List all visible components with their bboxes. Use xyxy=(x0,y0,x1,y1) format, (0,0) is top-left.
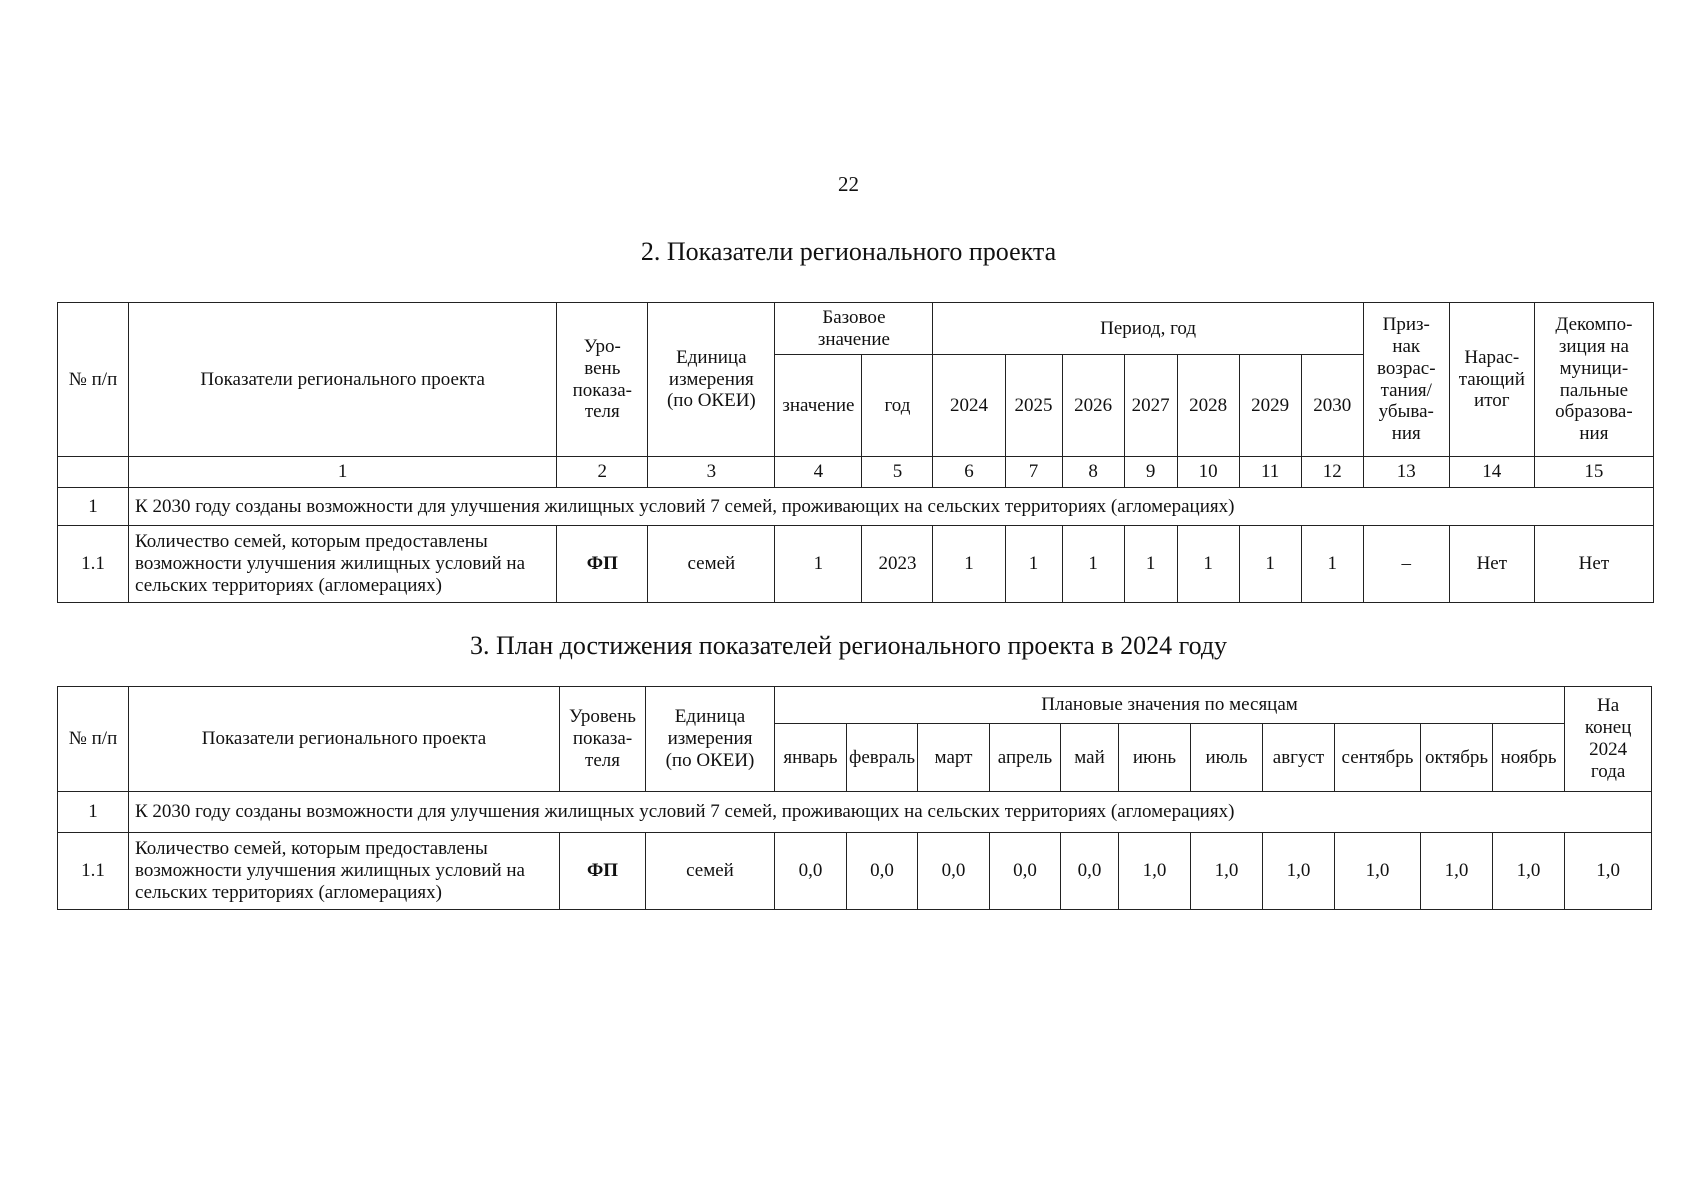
indicator-year-value: 1 xyxy=(1005,526,1062,603)
month-value: 1,0 xyxy=(1191,833,1263,910)
goal-row xyxy=(58,792,1652,833)
indicator-year-value: 1 xyxy=(933,526,1005,603)
indicator-base-year: 2023 xyxy=(862,526,933,603)
header-monthly: Плановые значения по месяцам xyxy=(775,687,1565,724)
month-value: 0,0 xyxy=(775,833,847,910)
col-number: 7 xyxy=(1005,457,1062,488)
month-value: 0,0 xyxy=(1061,833,1119,910)
col-number: 10 xyxy=(1177,457,1239,488)
header-month: январь xyxy=(775,724,847,792)
goal-num: 1 xyxy=(58,488,129,526)
header-year: 2029 xyxy=(1239,355,1301,457)
indicator-unit: семей xyxy=(648,526,775,603)
indicator-num: 1.1 xyxy=(58,526,129,603)
indicator-cumulative: Нет xyxy=(1449,526,1534,603)
header-month: август xyxy=(1263,724,1335,792)
col-number: 11 xyxy=(1239,457,1301,488)
indicator-level: ФП xyxy=(560,833,646,910)
month-value: 1,0 xyxy=(1493,833,1565,910)
page-number: 22 xyxy=(838,172,859,196)
header-decomp: Декомпо- зиция на муници- пальные образова- ния xyxy=(1534,303,1653,457)
month-value: 1,0 xyxy=(1421,833,1493,910)
header-sign: Приз- нак возрас- тания/ убыва- ния xyxy=(1363,303,1449,457)
header-indicator: Показатели регионального проекта xyxy=(129,687,560,792)
month-value: 1,0 xyxy=(1263,833,1335,910)
header-month: март xyxy=(918,724,990,792)
col-number: 9 xyxy=(1124,457,1177,488)
header-month: апрель xyxy=(990,724,1061,792)
col-number: 3 xyxy=(648,457,775,488)
month-value: 0,0 xyxy=(918,833,990,910)
header-month: ноябрь xyxy=(1493,724,1565,792)
indicator-decomp: Нет xyxy=(1534,526,1653,603)
col-number: 8 xyxy=(1062,457,1124,488)
col-number: 1 xyxy=(129,457,557,488)
header-base: Базовое значение xyxy=(775,303,933,355)
indicator-unit: семей xyxy=(646,833,775,910)
header-month: июль xyxy=(1191,724,1263,792)
header-cumulative: Нарас- тающий итог xyxy=(1449,303,1534,457)
month-value: 0,0 xyxy=(990,833,1061,910)
goal-text: К 2030 году созданы возможности для улучшения жилищных условий 7 семей, проживающих на сельских территориях (агломерациях) xyxy=(129,792,1652,833)
col-number: 12 xyxy=(1301,457,1363,488)
indicator-row xyxy=(58,833,1652,910)
col-number xyxy=(58,457,129,488)
col-number: 2 xyxy=(557,457,648,488)
indicator-year-value: 1 xyxy=(1301,526,1363,603)
header-end: На конец 2024 года xyxy=(1565,687,1652,792)
header-base-value: значение xyxy=(775,355,862,457)
header-level: Уровень показа- теля xyxy=(560,687,646,792)
header-period: Период, год xyxy=(933,303,1363,355)
month-value: 1,0 xyxy=(1119,833,1191,910)
header-year: 2026 xyxy=(1062,355,1124,457)
col-number: 13 xyxy=(1363,457,1449,488)
goal-num: 1 xyxy=(58,792,129,833)
plan-table xyxy=(57,686,1652,910)
month-value: 1,0 xyxy=(1335,833,1421,910)
header-level: Уро- вень показа- теля xyxy=(557,303,648,457)
indicator-row xyxy=(58,526,1654,603)
col-number: 4 xyxy=(775,457,862,488)
indicator-text: Количество семей, которым предоставлены возможности улучшения жилищных условий на сельских территориях (агломерациях) xyxy=(129,526,557,603)
header-month: сентябрь xyxy=(1335,724,1421,792)
header-unit: Единица измерения (по ОКЕИ) xyxy=(648,303,775,457)
column-numbers-row xyxy=(58,457,1654,488)
indicator-year-value: 1 xyxy=(1239,526,1301,603)
indicators-table xyxy=(57,302,1654,603)
indicator-year-value: 1 xyxy=(1177,526,1239,603)
col-number: 15 xyxy=(1534,457,1653,488)
header-year: 2030 xyxy=(1301,355,1363,457)
header-num: № п/п xyxy=(58,303,129,457)
col-number: 5 xyxy=(862,457,933,488)
header-year: 2024 xyxy=(933,355,1005,457)
indicator-level: ФП xyxy=(557,526,648,603)
section-3-title: 3. План достижения показателей регионального проекта в 2024 году xyxy=(469,631,1228,660)
header-num: № п/п xyxy=(58,687,129,792)
end-of-year-value: 1,0 xyxy=(1565,833,1652,910)
header-year: 2025 xyxy=(1005,355,1062,457)
goal-row xyxy=(58,488,1654,526)
indicator-base-value: 1 xyxy=(775,526,862,603)
indicator-year-value: 1 xyxy=(1062,526,1124,603)
header-month: май xyxy=(1061,724,1119,792)
col-number: 14 xyxy=(1449,457,1534,488)
goal-text: К 2030 году созданы возможности для улучшения жилищных условий 7 семей, проживающих на сельских территориях (агломерациях) xyxy=(129,488,1654,526)
col-number: 6 xyxy=(933,457,1005,488)
header-indicator: Показатели регионального проекта xyxy=(129,303,557,457)
indicator-num: 1.1 xyxy=(58,833,129,910)
header-month: февраль xyxy=(847,724,918,792)
month-value: 0,0 xyxy=(847,833,918,910)
header-month: июнь xyxy=(1119,724,1191,792)
header-year: 2028 xyxy=(1177,355,1239,457)
header-unit: Единица измерения (по ОКЕИ) xyxy=(646,687,775,792)
header-year: 2027 xyxy=(1124,355,1177,457)
indicator-text: Количество семей, которым предоставлены возможности улучшения жилищных условий на сельских территориях (агломерациях) xyxy=(129,833,560,910)
header-base-year: год xyxy=(862,355,933,457)
header-month: октябрь xyxy=(1421,724,1493,792)
section-2-title: 2. Показатели регионального проекта xyxy=(640,237,1057,266)
indicator-year-value: 1 xyxy=(1124,526,1177,603)
indicator-sign: – xyxy=(1363,526,1449,603)
